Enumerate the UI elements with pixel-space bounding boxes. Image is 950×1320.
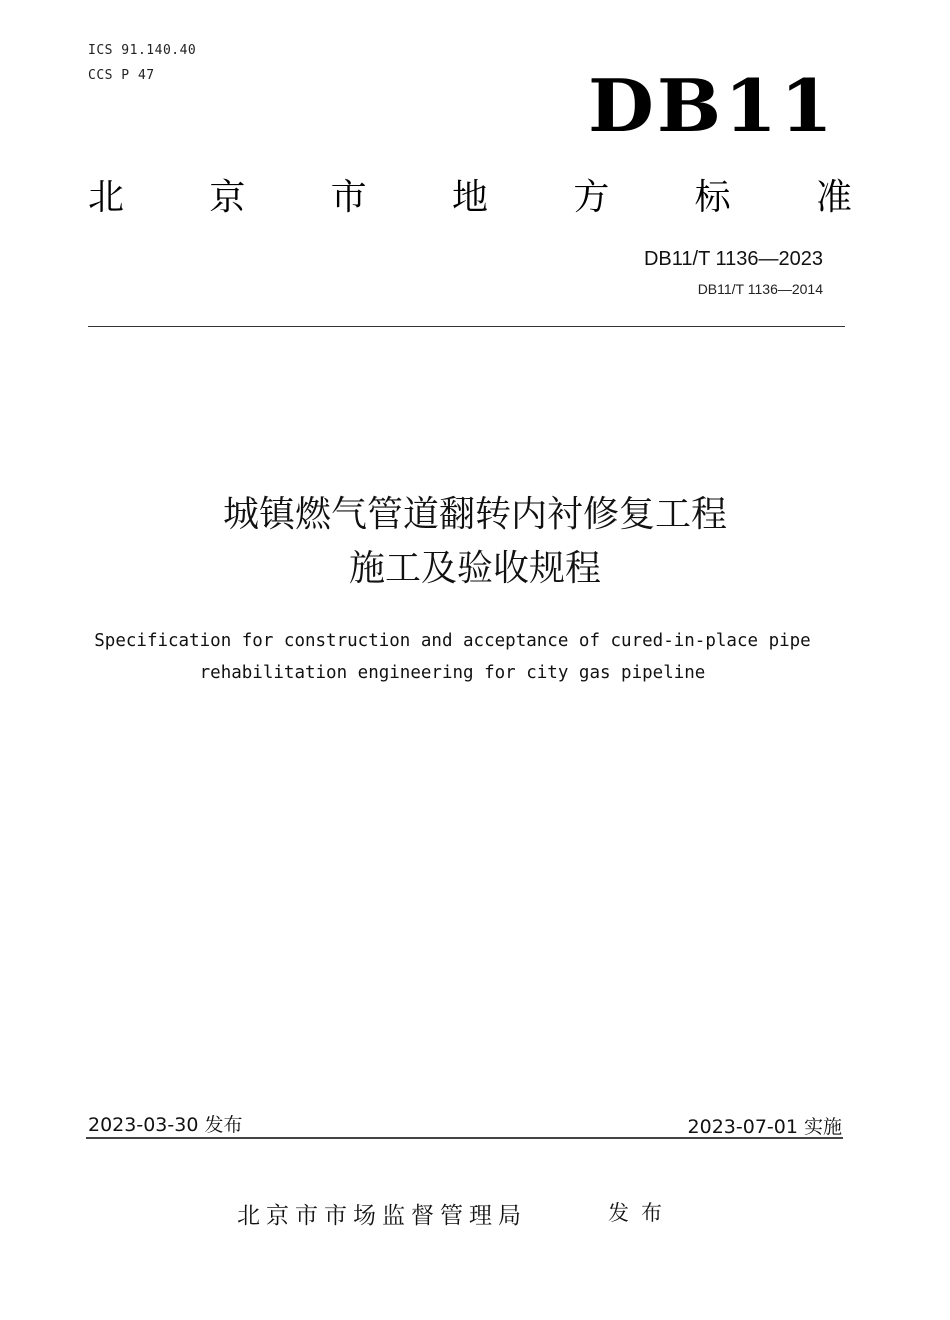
- standard-type-heading: [88, 178, 852, 218]
- standard-type-char: 地: [451, 177, 488, 218]
- footer-divider: [86, 1137, 843, 1139]
- standard-type-char: 北: [88, 177, 125, 218]
- implementation-date: 2023-07-01 实施: [687, 1116, 842, 1138]
- standard-type-char: 准: [815, 177, 852, 218]
- replaced-standard-number: DB11/T 1136—2014: [697, 281, 823, 297]
- standard-number: DB11/T 1136—2023: [643, 248, 823, 270]
- standard-type-char: 方: [573, 177, 610, 218]
- english-title-line-2: rehabilitation engineering for city gas pipeline: [199, 663, 706, 683]
- ccs-code: CCS P 47: [88, 68, 155, 83]
- standard-type-char: 标: [694, 177, 731, 218]
- english-title: [0, 625, 905, 689]
- db11-logo: DB11: [588, 63, 836, 148]
- chinese-title: [0, 488, 950, 596]
- publish-label: 发布: [608, 1201, 674, 1225]
- standard-type-char: 市: [330, 177, 367, 218]
- standard-type-char: 京: [209, 177, 246, 218]
- ics-code: ICS 91.140.40: [88, 43, 197, 58]
- issuing-authority: 北京市市场监督管理局: [237, 1203, 527, 1229]
- chinese-title-line-1: 城镇燃气管道翻转内衬修复工程: [222, 494, 727, 535]
- english-title-line-1: Specification for construction and acceptance of cured-in-place pipe: [94, 631, 811, 651]
- issue-date: 2023-03-30 发布: [88, 1114, 243, 1136]
- header-divider: [88, 326, 845, 327]
- chinese-title-line-2: 施工及验收规程: [348, 548, 601, 589]
